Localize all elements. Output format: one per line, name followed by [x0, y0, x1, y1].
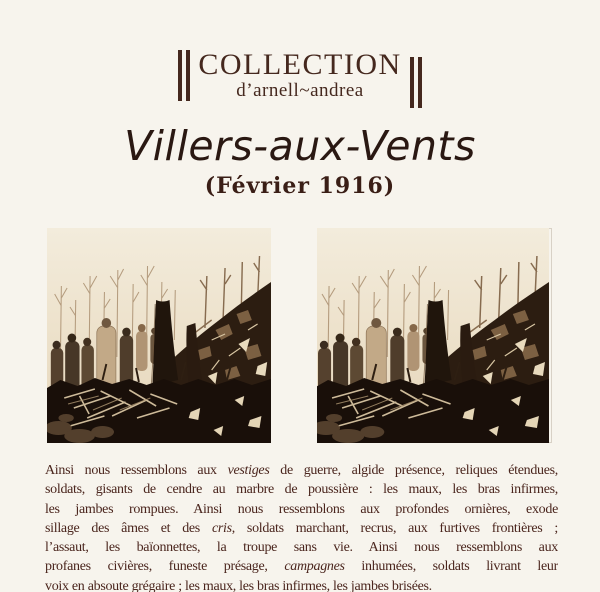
logo-text — [198, 50, 401, 101]
decorative-bar-icon — [410, 57, 414, 108]
stereo-photo-pair — [47, 228, 552, 443]
collection-logo — [0, 50, 600, 108]
paragraph-line: Ainsi nous ressemblons aux vestiges de guerre, algide présence, reliques étendues, — [45, 463, 558, 478]
album-subtitle: (Février 1916) — [204, 173, 396, 199]
logo-title: COLLECTION — [198, 48, 402, 81]
paragraph-line: profanes civières, funeste présage, campagnes inhumées, soldats livrant leur — [45, 559, 558, 575]
decorative-bar-icon — [418, 57, 422, 108]
paragraph-line: soldats, gisants de cendre au marbre de poussière : les maux, les bras infirmes, — [45, 482, 558, 498]
stereo-photo-left — [47, 228, 271, 443]
decorative-bar-icon — [178, 50, 182, 101]
paragraph-line: voix en absoute grégaire ; les maux, les bras infirmes, les jambes brisées. — [45, 578, 432, 592]
description-paragraph — [45, 461, 558, 592]
paragraph-line: les jambes rompues. Ainsi nous ressemblons aux profondes ornières, exode — [45, 501, 558, 517]
logo-bars-right — [410, 57, 422, 108]
paragraph-line: l’assaut, les baïonnettes, la troupe sans vie. Ainsi nous ressemblons aux — [45, 540, 558, 556]
paragraph-line: sillage des âmes et des cris, soldats marchant, recrus, aux furtives frontières ; — [45, 520, 558, 536]
logo-bars-left — [178, 50, 190, 101]
album-title: Villers-aux-Vents — [124, 122, 476, 170]
decorative-bar-icon — [186, 50, 190, 101]
stereo-photo-right — [317, 228, 552, 443]
logo-subtitle: d’arnell~andrea — [236, 80, 364, 101]
